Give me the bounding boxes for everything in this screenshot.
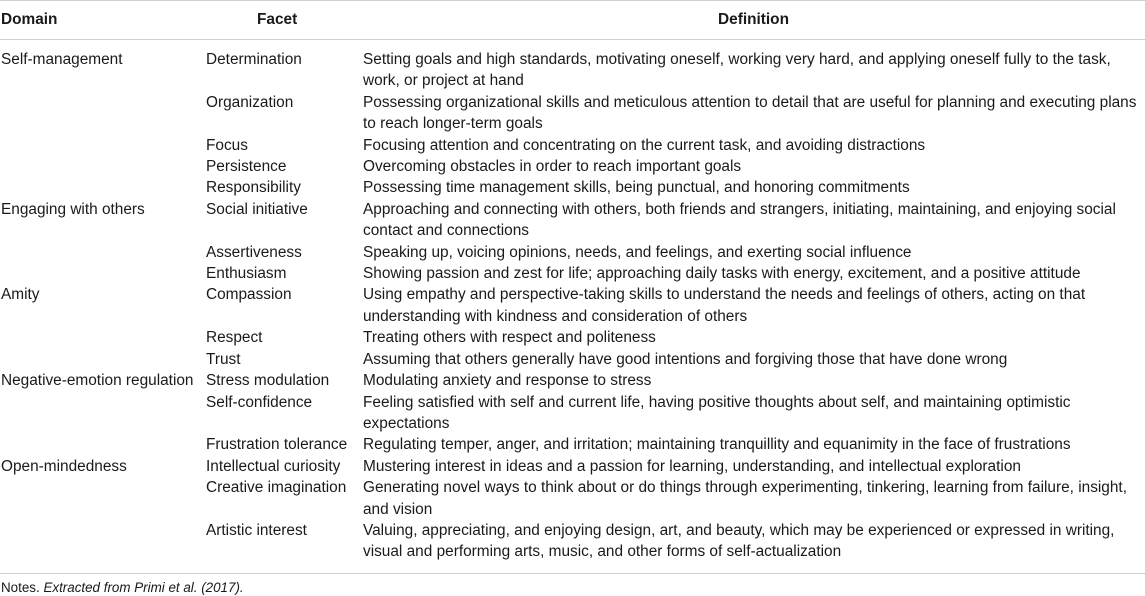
cell-definition: Modulating anxiety and response to stress: [363, 372, 652, 390]
cell-facet: Compassion: [206, 286, 292, 304]
cell-definition: Possessing organizational skills and meticulous attention to detail that are useful for planning and executing plans to reach longer-term goals: [363, 93, 1137, 133]
header-domain: Domain: [0, 1, 205, 40]
cell-facet: Organization: [206, 93, 294, 111]
cell-domain: Self-management: [1, 51, 123, 68]
table-row: [0, 177, 1145, 198]
cell-domain: [0, 263, 205, 284]
cell-definition: Focusing attention and concentrating on the current task, and avoiding distractions: [363, 136, 926, 154]
cell-domain: [0, 242, 205, 263]
cell-facet: Artistic interest: [206, 521, 307, 539]
cell-facet: Creative imagination: [206, 479, 347, 497]
cell-domain: [0, 434, 205, 455]
table-row: [0, 327, 1145, 348]
cell-definition: Valuing, appreciating, and enjoying design, art, and beauty, which may be experienced or expressed in writing, visual and performing arts, music, and other forms of self-actualization: [363, 521, 1115, 561]
cell-facet: Responsibility: [206, 179, 301, 197]
cell-facet: Stress modulation: [206, 372, 330, 390]
header-definition: Definition: [362, 1, 1145, 40]
cell-domain: [0, 349, 205, 370]
notes-label: Notes.: [1, 580, 40, 595]
cell-definition: Generating novel ways to think about or do things through experimenting, tinkering, learning from failure, insight, and vision: [363, 479, 1127, 518]
cell-facet: Trust: [206, 350, 241, 368]
cell-facet: Determination: [206, 51, 302, 68]
table-row: [0, 392, 1145, 435]
cell-domain: [0, 327, 205, 348]
cell-facet: Enthusiasm: [206, 265, 287, 283]
cell-domain: [0, 135, 205, 156]
header-row: [0, 1, 1145, 40]
cell-facet: Persistence: [206, 158, 287, 176]
table-row: [0, 135, 1145, 156]
table-row: [0, 349, 1145, 370]
cell-domain: [0, 477, 205, 520]
cell-definition: Regulating temper, anger, and irritation; maintaining tranquillity and equanimity in the face of frustrations: [363, 436, 1071, 454]
cell-domain: Open-mindedness: [1, 457, 127, 475]
cell-domain: Negative-emotion regulation: [1, 372, 194, 390]
table-row: [0, 456, 1145, 477]
table-row: [0, 370, 1145, 391]
table-row: [0, 156, 1145, 177]
notes-text: Extracted from Primi et al. (2017).: [43, 580, 244, 595]
cell-definition: Setting goals and high standards, motivating oneself, working very hard, and applying oneself fully to the task, work, or project at hand: [363, 51, 1111, 90]
table-row: [0, 263, 1145, 284]
table-row: [0, 92, 1145, 135]
cell-domain: [0, 92, 205, 135]
cell-domain: [0, 520, 205, 573]
cell-definition: Feeling satisfied with self and current life, having positive thoughts about self, and maintaining optimistic expectations: [363, 393, 1071, 432]
table-row: [0, 520, 1145, 573]
header-facet: Facet: [205, 1, 362, 40]
cell-facet: Assertiveness: [206, 243, 302, 261]
cell-facet: Respect: [206, 329, 263, 347]
cell-facet: Frustration tolerance: [206, 436, 348, 454]
table-row: [0, 284, 1145, 327]
cell-definition: Mustering interest in ideas and a passion for learning, understanding, and intellectual exploration: [363, 457, 1021, 475]
table-bottom-rule: [0, 573, 1145, 574]
cell-domain: [0, 177, 205, 198]
cell-definition: Showing passion and zest for life; approaching daily tasks with energy, excitement, and a positive attitude: [363, 265, 1081, 283]
cell-definition: Overcoming obstacles in order to reach important goals: [363, 158, 742, 176]
cell-domain: Engaging with others: [1, 200, 145, 218]
cell-definition: Speaking up, voicing opinions, needs, and feelings, and exerting social influence: [363, 243, 912, 261]
cell-definition: Assuming that others generally have good intentions and forgiving those that have done wrong: [363, 350, 1008, 368]
cell-domain: [0, 156, 205, 177]
cell-facet: Social initiative: [206, 200, 308, 218]
table-row: [0, 477, 1145, 520]
cell-definition: Using empathy and perspective-taking skills to understand the needs and feelings of others, acting on that understanding with kindness and consideration of others: [363, 286, 1086, 325]
table-row: [0, 242, 1145, 263]
cell-domain: Amity: [1, 286, 40, 304]
table-row: [0, 199, 1145, 242]
cell-facet: Intellectual curiosity: [206, 457, 341, 475]
bottom-rule: [0, 573, 1145, 574]
cell-definition: Possessing time management skills, being punctual, and honoring commitments: [363, 179, 910, 197]
cell-facet: Focus: [206, 136, 248, 154]
table-row: [0, 40, 1145, 92]
table-notes: [1, 580, 244, 596]
cell-domain: [0, 392, 205, 435]
table-row: [0, 434, 1145, 455]
cell-definition: Treating others with respect and politeness: [363, 329, 656, 347]
cell-definition: Approaching and connecting with others, both friends and strangers, initiating, maintaining, and enjoying social contact and connections: [363, 200, 1116, 240]
cell-facet: Self-confidence: [206, 393, 313, 411]
